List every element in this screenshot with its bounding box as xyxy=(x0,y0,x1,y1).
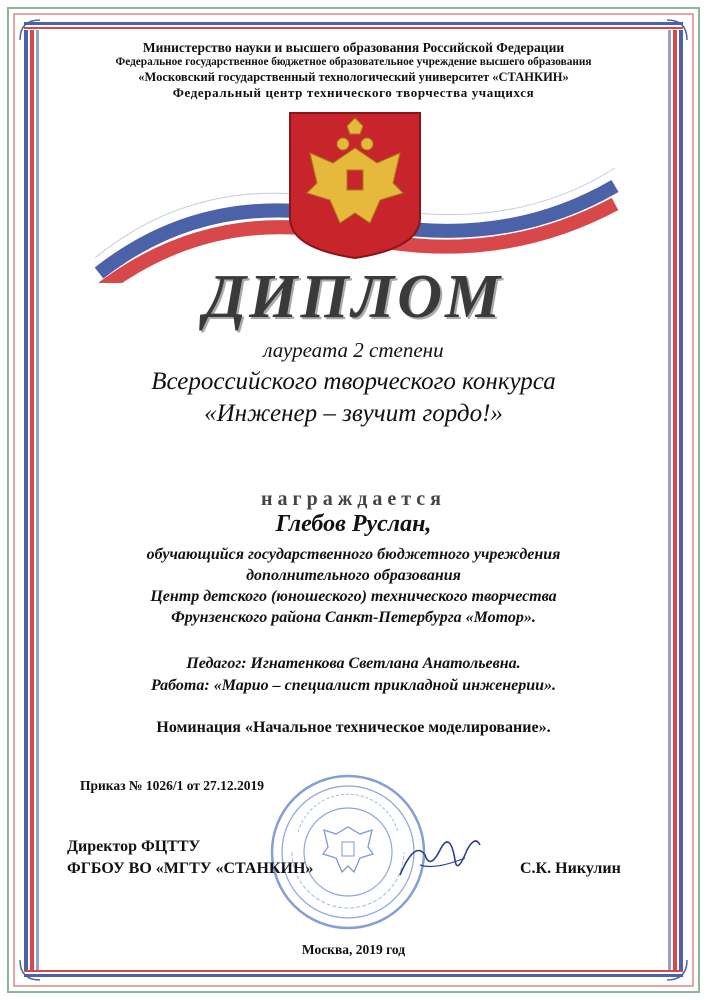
school-line: дополнительного образования xyxy=(246,567,461,584)
director-title-line2: ФГБОУ ВО «МГТУ «СТАНКИН» xyxy=(67,860,314,877)
coat-of-arms-icon xyxy=(290,113,420,258)
bottom-border-stripes xyxy=(24,970,683,977)
center-line: Федеральный центр технического творчества учащихся xyxy=(172,85,535,100)
order-number: Приказ № 1026/1 от 27.12.2019 xyxy=(80,778,265,793)
ministry-line: Министерство науки и высшего образования Российской Федерации xyxy=(142,40,565,55)
nomination-line: Номинация «Начальное техническое моделирование». xyxy=(156,719,551,736)
teacher-line: Педагог: Игнатенкова Светлана Анатольевна. xyxy=(186,655,521,672)
signer-name: С.К. Никулин xyxy=(520,860,621,877)
handwritten-signature xyxy=(395,820,485,890)
top-border-stripes xyxy=(24,22,683,29)
laureate-degree: лауреата 2 степени xyxy=(263,338,444,362)
school-line: обучающийся государственного бюджетного учреждения xyxy=(146,546,561,563)
institution-type-line: Федеральное государственное бюджетное образовательное учреждение высшего образования xyxy=(115,56,592,68)
university-line: «Московский государственный технологический университет «СТАНКИН» xyxy=(138,70,569,84)
coat-of-arms-ribbon-emblem xyxy=(85,108,625,283)
school-line: Фрунзенского района Санкт-Петербурга «Мотор». xyxy=(171,609,536,626)
contest-name-line2: «Инженер – звучит гордо!» xyxy=(204,400,503,427)
work-title-line: Работа: «Марио – специалист прикладной инженерии». xyxy=(150,677,556,694)
awarded-label: награждается xyxy=(261,488,446,510)
contest-name-line1: Всероссийского творческого конкурса xyxy=(151,368,556,395)
school-line: Центр детского (юношеского) технического творчества xyxy=(150,588,557,605)
place-and-year: Москва, 2019 год xyxy=(301,942,406,957)
diploma-title: ДИПЛОМ xyxy=(203,263,504,331)
director-title-line1: Директор ФЦТТУ xyxy=(67,838,201,855)
recipient-name: Глебов Руслан, xyxy=(275,511,432,537)
